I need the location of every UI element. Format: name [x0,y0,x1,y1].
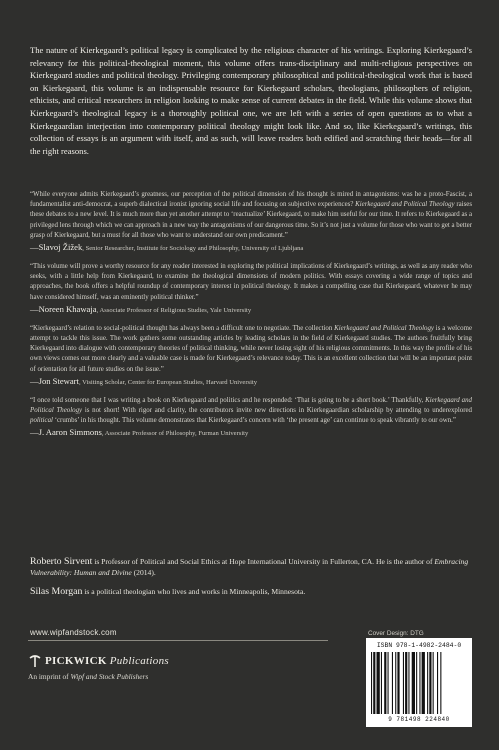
endorsement-text: “This volume will prove a worthy resource for any reader interested in exploring the political implications of Kierkegaard’s writings, as well as any reader who seeks, with a little help from Kierkegaard, to examine the theological dimensions of modern politics. With essays covering a wide range of topics and approaches, the book offers a helpful roundup of contemporary interest in political theology. It makes a compelling case that Kierkegaard, whatever he may have considered himself, was an eminently political thinker.” [30,263,472,301]
publisher-website: www.wipfandstock.com [30,628,117,637]
endorsement-attribution [30,242,472,254]
endorsement-text: “Kierkegaard’s relation to social-political thought has always been a difficult one to negotiate. The collection [30,324,335,332]
editor-name: Roberto Sirvent [30,556,93,567]
editor-name: Silas Morgan [30,586,83,597]
barcode-bar [408,652,409,714]
endorsement-text: is not short! With rigor and clarity, the contributors invite new directions in Kierkegaardian scholarship by attending to underexplored [82,407,472,415]
emphasis-word: political [30,417,53,425]
endorser-name: —J. Aaron Simmons [30,427,102,438]
bio-text: is Professor of Political and Social Ethics at Hope International University in Fullerton, CA. He is the author of [92,557,435,566]
barcode-bar [419,652,420,714]
imprint-name: Wipf and Stock Publishers [70,672,149,681]
barcode-bar [429,652,431,714]
pickaxe-icon [28,654,42,668]
editor-bio [30,556,472,578]
endorsement-text: raises these debates to a new level. It is much more than yet another attempt to ‘reactualize’ Kierkegaard, to make him useful for our time. It refers to Kierkegaard as a privileged lens through which we can approach in a new way the antagonisms of our dangerous time. So it’s not just a volume for those who want to get a better grasp of Kierkegaard, but a must for all those who want to understand our own predicament.” [30,201,473,239]
barcode-bar [412,652,415,714]
barcode-bar [433,652,434,714]
barcode-bar [373,652,375,714]
cover-design-credit: Cover Design: DTG [368,630,424,637]
isbn-barcode [366,638,472,727]
publisher-imprint [28,672,148,681]
endorser-role: , Associate Professor of Philosophy, Furman University [101,430,249,438]
endorser-role: , Associate Professor of Religious Studies, Yale University [96,306,252,314]
endorser-name: —Jon Stewart [30,375,79,386]
editor-bio [30,586,472,597]
bio-text-tail: (2014). [131,568,156,577]
barcode-bar [397,652,399,714]
barcode-bar [392,652,393,714]
divider [28,640,328,641]
publisher-name-rest: Publications [106,655,169,667]
barcode-bar [377,652,380,714]
endorsement-text: “While everyone admits Kierkegaard’s greatness, our perception of the political dimension of his thought is mired in antagonisms: was he a proto-Fascist, a fundamentalist anti-democrat, a superb dialectical ironist ignoring social life and focusing on subjective experiences? [30,191,472,209]
endorsement [30,190,472,254]
barcode-bar [437,652,438,714]
book-title-ref: Kierkegaard and Political Theology [30,396,472,415]
endorser-role: , Senior Researcher, Institute for Sociology and Philosophy, University of Ljubljana [82,245,304,253]
endorsements [30,190,472,447]
endorsement [30,262,472,316]
barcode-bar [395,652,396,714]
book-title-ref: Kierkegaard and Political Theology [334,324,434,332]
barcode-bar [405,652,407,714]
imprint-prefix: An imprint of [28,672,71,681]
endorsement-attribution [30,304,472,316]
barcode-bar [381,652,382,714]
barcode-bar [416,652,417,714]
bio-text: is a political theologian who lives and works in Minneapolis, Minnesota. [82,587,306,596]
publisher-logo [28,653,228,685]
barcode-bar [427,652,428,714]
endorsement-text: is a welcome attempt to tackle this issue. The work gathers some outstanding articles by leading scholars in the field of Kierkegaard studies. The authors fruitfully bring Kierkegaard into dialogue with contemporary theories of political thinking, while never losing sight of his religious commitments. In this way the profile of his own views comes out more clearly and a valuable case is made for Kierkegaard’s relevance today. This is an excellent collection that will be an important point of orientation for all future studies on the issue.” [30,324,473,373]
book-title-ref: Kierkegaard and Political Theology [355,201,455,209]
endorsement [30,324,472,388]
endorsement-attribution [30,427,472,439]
barcode-bar [371,652,372,714]
barcode-bar [403,652,404,714]
endorser-name: —Slavoj Žižek [30,242,83,253]
isbn-label: ISBN 978-1-4982-2484-0 [376,642,462,649]
publisher-name [45,655,169,667]
endorser-name: —Noreen Khawaja [30,303,97,314]
endorsement-text: “I once told someone that I was writing a book on Kierkegaard and politics and he responded: ‘That is going to be a short book.’ Thankfully, [30,396,426,404]
book-description: The nature of Kierkegaard’s political legacy is complicated by the religious character of his writings. Exploring Kierkegaard’s relevancy for this political-theological moment, this volume offers trans-disciplinary and multi-religious perspectives on Kierkegaard studies and political theology. Privileging contemporary philosophical and political-theological work that is based on Kierkegaard, this volume is an indispensable resource for Kierkegaard scholars, theologians, philosophers of religion, ethicists, and critical researchers in religion looking to make sense of current debates in the field. While this volume shows that Kierkegaard’s theological legacy is a thoroughly political one, we are left with a series of open questions as to what a Kierkegaardian interjection into contemporary political theology might look like. And so, like Kierkegaard’s writings, this collection of essays is an argument with itself, and as such, will leave readers both edified and scratching their heads—for all the right reasons. [30,45,472,156]
endorser-role: , Visiting Scholar, Center for European Studies, Harvard University [78,378,258,386]
barcode-bar [384,652,386,714]
barcode-bar [422,652,425,714]
publisher-name-bold: PICKWICK [45,655,107,667]
endorsement-text: ‘crumbs’ in his thought. This volume demonstrates that Kierkegaard’s concern with ‘the present age’ can continue to speak vibrantly to our own.” [52,417,456,425]
endorsement-attribution [30,376,472,388]
bio-book-title: Embracing Vulnerability: Human and Divine [30,557,469,577]
editor-bios [30,556,472,605]
barcode-bar [440,652,441,714]
barcode-graphic [371,652,467,714]
barcode-number: 9 781498 224840 [388,716,450,723]
barcode-bar [388,652,389,714]
endorsement [30,396,472,440]
